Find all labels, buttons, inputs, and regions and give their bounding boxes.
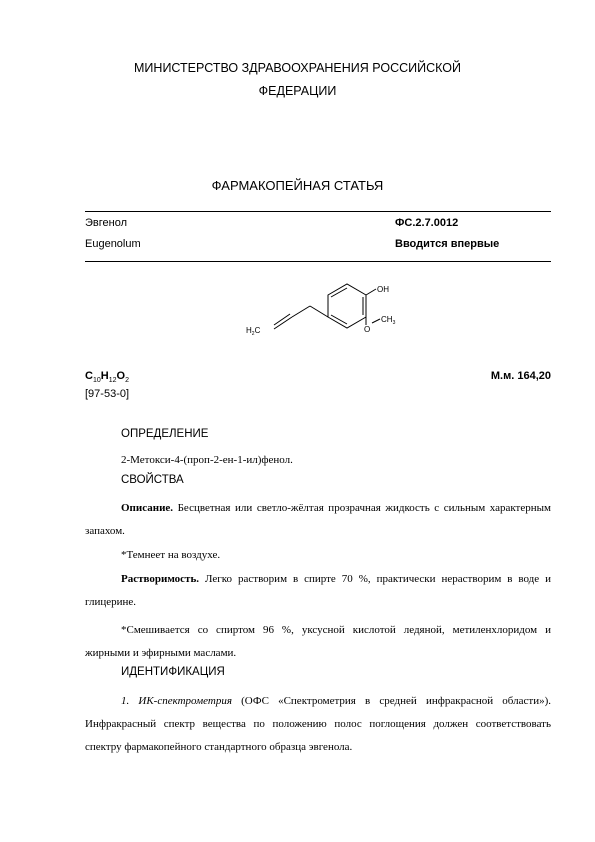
benzene-ring (328, 284, 366, 328)
monograph-status: Вводится впервые (395, 238, 500, 250)
miscible-note: *Смешивается со спиртом 96 %, уксусной кислотой ледяной, метиленхлоридом и жирными и эфирными маслами. (85, 624, 551, 659)
description-paragraph (85, 497, 551, 543)
identification-heading: ИДЕНТИФИКАЦИЯ (121, 666, 225, 678)
oh-label: OH (377, 285, 389, 294)
ministry-line-2: ФЕДЕРАЦИИ (258, 84, 337, 98)
substance-name-la: Eugenolum (85, 238, 141, 250)
description-text: Бесцветная или светло-жёлтая прозрачная жидкость с сильным характерным запахом. (85, 502, 551, 537)
ir-paragraph (85, 690, 551, 759)
ir-text: (ОФС «Спектрометрия в средней инфракрасной области»). Инфракрасный спектр вещества по положению полос поглощения должен соответствовать спектру фармакопейного стандартного образца эвгенола. (85, 695, 551, 753)
solubility-text: Легко растворим в спирте 70 %, практически нерастворим в воде и глицерине. (85, 573, 551, 608)
document-type-title: ФАРМАКОПЕЙНАЯ СТАТЬЯ (211, 178, 384, 193)
darkens-note: *Темнеет на воздухе. (121, 549, 221, 561)
o-label: O (364, 325, 371, 334)
cas-number: [97-53-0] (85, 388, 130, 400)
definition-heading: ОПРЕДЕЛЕНИЕ (121, 428, 209, 440)
description-label: Описание. (121, 502, 174, 514)
solubility-label: Растворимость. (121, 573, 200, 585)
molecular-weight: М.м. 164,20 (490, 370, 551, 382)
top-rule (85, 211, 551, 212)
ir-label: 1. ИК-спектрометрия (121, 695, 232, 707)
ch3-label: $CH_3$ (381, 315, 396, 326)
ministry-header (0, 57, 595, 103)
substance-name-ru: Эвгенол (85, 217, 128, 229)
monograph-code: ФС.2.7.0012 (395, 217, 459, 229)
ministry-line-1: МИНИСТЕРСТВО ЗДРАВООХРАНЕНИЯ РОССИЙСКОЙ (134, 61, 461, 75)
properties-heading: СВОЙСТВА (121, 474, 184, 486)
solubility-paragraph (85, 568, 551, 614)
h2c-label: $H_2C$ (246, 326, 261, 337)
molecular-formula: $C_{10}H_{12}O_2$ (85, 370, 129, 385)
eugenol-structure (230, 275, 410, 365)
definition-text: 2-Метокси-4-(проп-2-ен-1-ил)фенол. (121, 454, 293, 466)
bottom-rule (85, 261, 551, 262)
